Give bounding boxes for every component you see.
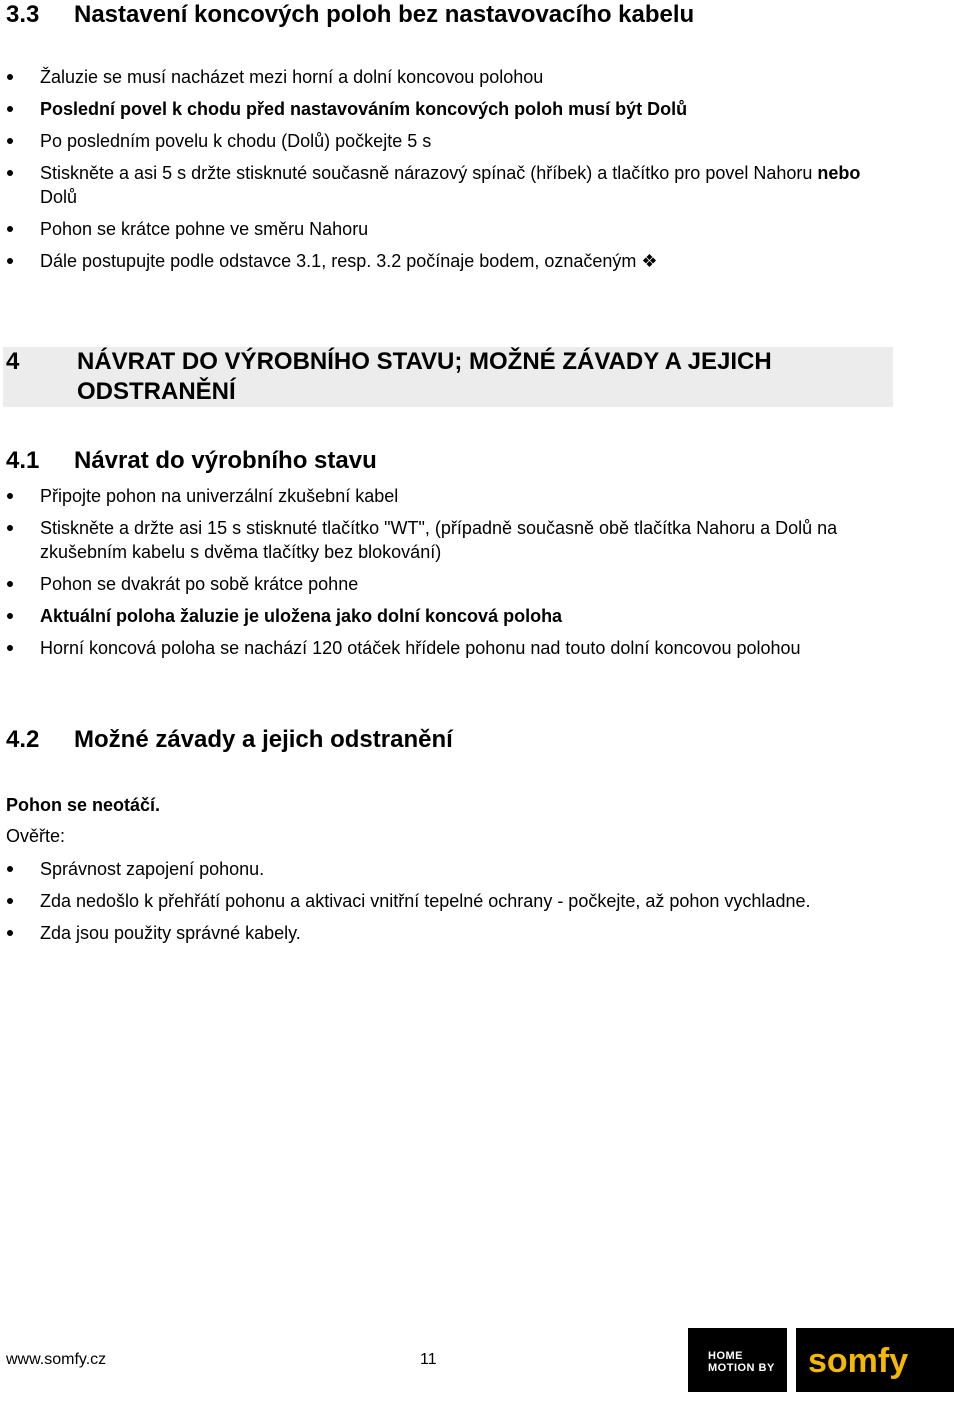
list-item bbox=[0, 129, 900, 153]
section-number: 3.3 bbox=[6, 1, 40, 28]
chapter-4-heading bbox=[3, 347, 893, 407]
somfy-logo-graphic bbox=[796, 1328, 954, 1392]
bullet-icon bbox=[7, 258, 13, 264]
list-item-text: Připojte pohon na univerzální zkušební kabel bbox=[40, 486, 399, 506]
chapter-number: 4 bbox=[6, 348, 20, 375]
section-4-2-list bbox=[0, 857, 900, 953]
somfy-logo bbox=[796, 1328, 954, 1392]
list-item bbox=[0, 572, 900, 596]
bullet-icon bbox=[7, 930, 13, 936]
list-item-text: Aktuální poloha žaluzie je uložena jako dolní koncová poloha bbox=[40, 606, 563, 626]
list-item-text: Pohon se dvakrát po sobě krátce pohne bbox=[40, 574, 359, 594]
list-item-text: Stiskněte a asi 5 s držte stisknuté současně nárazový spínač (hříbek) a tlačítko pro povel Nahoru bbox=[40, 163, 818, 183]
list-item bbox=[0, 857, 900, 881]
list-item bbox=[0, 97, 900, 121]
list-item-text: Zda nedošlo k přehřátí pohonu a aktivaci vnitřní tepelné ochrany - počkejte, až pohon vychladne. bbox=[40, 891, 811, 911]
footer-url: www.somfy.cz bbox=[6, 1351, 107, 1368]
bullet-icon bbox=[7, 525, 13, 531]
list-item bbox=[0, 636, 900, 660]
page-number: 11 bbox=[420, 1351, 437, 1368]
list-item bbox=[0, 921, 900, 945]
list-item bbox=[0, 516, 900, 564]
problem-title: Pohon se neotáčí. bbox=[6, 795, 161, 815]
list-item-text: Dolů bbox=[40, 187, 78, 207]
section-3-3-list bbox=[0, 65, 900, 281]
section-number: 4.1 bbox=[6, 447, 40, 474]
section-number: 4.2 bbox=[6, 726, 40, 753]
bullet-icon bbox=[7, 170, 13, 176]
logo-home-line1: HOME bbox=[708, 1350, 743, 1362]
somfy-logo-text: somfy bbox=[808, 1342, 909, 1380]
bullet-icon bbox=[7, 226, 13, 232]
list-item-text: Zda jsou použity správné kabely. bbox=[40, 923, 301, 943]
check-label: Ověřte: bbox=[6, 826, 66, 846]
list-item bbox=[0, 161, 900, 209]
bullet-icon bbox=[7, 898, 13, 904]
section-4-1-heading bbox=[6, 446, 377, 476]
home-motion-logo bbox=[688, 1328, 787, 1392]
list-item-text: Stiskněte a držte asi 15 s stisknuté tlačítko "WT", (případně současně obě tlačítka Nahoru a Dolů na zkušebním kabelu s dvěma tlačítky bez blokování) bbox=[40, 518, 838, 562]
list-item-text: Žaluzie se musí nacházet mezi horní a dolní koncovou polohou bbox=[40, 67, 544, 87]
list-item bbox=[0, 889, 900, 913]
list-item bbox=[0, 217, 900, 241]
section-title: Možné závady a jejich odstranění bbox=[74, 726, 453, 753]
list-item-text: Správnost zapojení pohonu. bbox=[40, 859, 265, 879]
list-item-text: Pohon se krátce pohne ve směru Nahoru bbox=[40, 219, 369, 239]
bullet-icon bbox=[7, 581, 13, 587]
bullet-icon bbox=[7, 138, 13, 144]
bullet-icon bbox=[7, 493, 13, 499]
bullet-icon bbox=[7, 74, 13, 80]
chapter-title: NÁVRAT DO VÝROBNÍHO STAVU; MOŽNÉ ZÁVADY A JEJICH ODSTRANĚNÍ bbox=[77, 348, 772, 405]
list-item-text: Po posledním povelu k chodu (Dolů) počkejte 5 s bbox=[40, 131, 432, 151]
list-item bbox=[0, 65, 900, 89]
list-item-text: nebo bbox=[817, 163, 861, 183]
section-4-1-list bbox=[0, 484, 900, 668]
list-item bbox=[0, 484, 900, 508]
section-title: Návrat do výrobního stavu bbox=[74, 447, 377, 474]
list-item-text: Poslední povel k chodu před nastavováním koncových poloh musí být Dolů bbox=[40, 99, 688, 119]
list-item-text: Dále postupujte podle odstavce 3.1, resp. 3.2 počínaje bodem, označeným ❖ bbox=[40, 251, 658, 271]
section-title: Nastavení koncových poloh bez nastavovacího kabelu bbox=[74, 1, 695, 28]
bullet-icon bbox=[7, 613, 13, 619]
logo-home-line2: MOTION BY bbox=[708, 1362, 775, 1374]
list-item-text: Horní koncová poloha se nachází 120 otáček hřídele pohonu nad touto dolní koncovou polohou bbox=[40, 638, 801, 658]
list-item bbox=[0, 249, 900, 273]
list-item bbox=[0, 604, 900, 628]
section-3-3-heading bbox=[6, 0, 694, 30]
bullet-icon bbox=[7, 866, 13, 872]
bullet-icon bbox=[7, 645, 13, 651]
bullet-icon bbox=[7, 106, 13, 112]
section-4-2-heading bbox=[6, 725, 453, 755]
